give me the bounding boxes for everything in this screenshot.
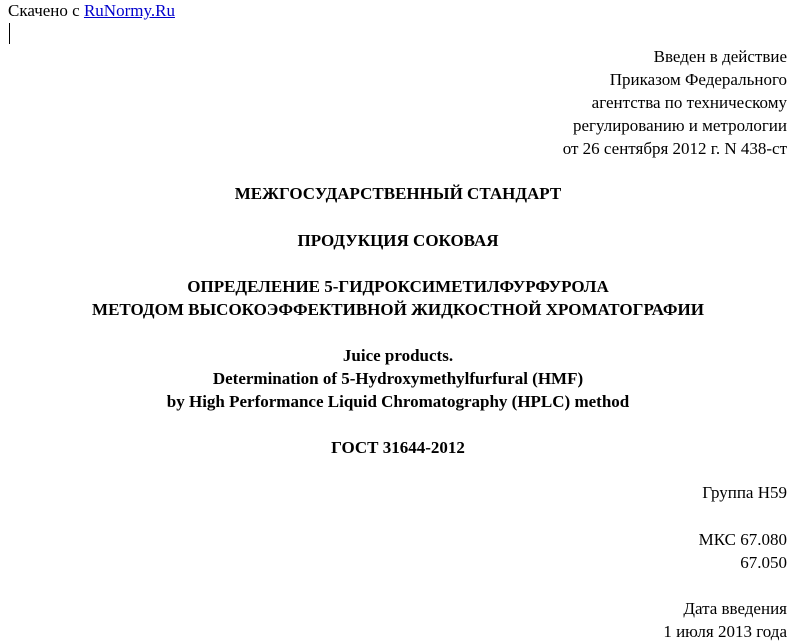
source-line: [8, 1, 175, 21]
standard-type-heading: МЕЖГОСУДАРСТВЕННЫЙ СТАНДАРТ: [234, 184, 562, 203]
russian-title-line: МЕТОДОМ ВЫСОКОЭФФЕКТИВНОЙ ЖИДКОСТНОЙ ХРОМАТОГРАФИИ: [92, 300, 704, 319]
introduction-block: [563, 45, 787, 160]
gost-number: ГОСТ 31644-2012: [331, 438, 465, 457]
group-code: Группа Н59: [702, 483, 787, 502]
introduction-line: Приказом Федерального: [609, 70, 787, 89]
english-title: [0, 344, 790, 413]
introduction-date: [663, 597, 787, 643]
mks-codes: [699, 528, 787, 574]
source-link[interactable]: RuNormy.Ru: [83, 1, 175, 20]
russian-title-line: ОПРЕДЕЛЕНИЕ 5-ГИДРОКСИМЕТИЛФУРФУРОЛА: [187, 277, 609, 296]
russian-title: [0, 275, 790, 321]
text-cursor: [9, 23, 10, 44]
english-title-line: Determination of 5-Hydroxymethylfurfural (HMF): [212, 369, 584, 388]
product-group-heading: ПРОДУКЦИЯ СОКОВАЯ: [297, 231, 499, 250]
introduction-line: агентства по техническому: [591, 93, 787, 112]
english-title-line: Juice products.: [342, 346, 454, 365]
introduction-date-value: 1 июля 2013 года: [663, 622, 787, 641]
mks-code-line: МКС 67.080: [698, 530, 787, 549]
english-title-line: by High Performance Liquid Chromatography (HPLC) method: [166, 392, 630, 411]
introduction-line: Введен в действие: [653, 47, 787, 66]
source-prefix: Скачено с: [8, 1, 84, 20]
introduction-date-label: Дата введения: [683, 599, 787, 618]
introduction-line: регулированию и метрологии: [572, 116, 787, 135]
introduction-line: от 26 сентября 2012 г. N 438-ст: [562, 139, 787, 158]
mks-code-line: 67.050: [740, 553, 787, 572]
